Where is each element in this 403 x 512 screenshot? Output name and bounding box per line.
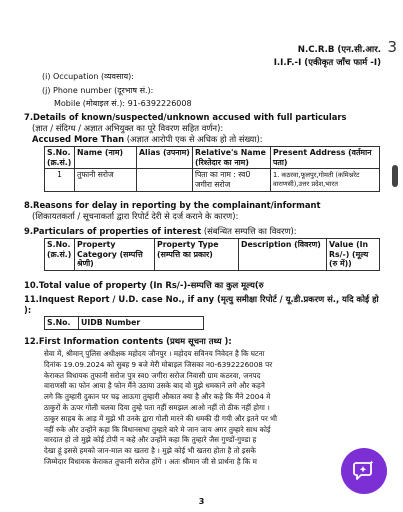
section-10: [24, 280, 381, 291]
col-relative: Relative's Name (रिश्तेदार का नाम): [193, 147, 271, 169]
cell-address: 1. कठरवा,फूलपुर,गोमती (कमिश्नरेट वाराणसी),उत्तर प्रदेश,भारत: [271, 169, 380, 192]
cell-relative: पिता का नाम : स्व0 जगीरा सरोज: [193, 169, 271, 192]
accused-more-label: Accused More Than: [32, 134, 125, 144]
section-12: [24, 336, 381, 347]
chat-sparkle-icon: [352, 459, 376, 483]
occupation-field: (i) Occupation (व्यवसाय):: [42, 72, 134, 81]
col-sno: S.No.: [45, 317, 79, 330]
header-iif: I.I.F.-I (एकीकृत जाँच फार्म -I): [273, 58, 381, 68]
section-11: [24, 294, 381, 316]
inquest-table: [44, 316, 204, 330]
cell-alias: [137, 169, 193, 192]
section-11-title: 11.Inquest Report / U.D. case No., if any (मृत्यु समीक्षा रिपोर्ट / यू.डी.प्रकरण सं., यदि कोई हो ):: [24, 294, 379, 315]
section-8: [24, 200, 381, 222]
accused-more-label-hi: (अज्ञात आरोपी एक से अधिक हो तो संख्या):: [126, 134, 263, 144]
page-number: 3: [198, 497, 205, 506]
section-12-title: 12.First Information contents (प्रथम सूचना तथ्य ):: [24, 336, 232, 346]
col-category: Property Category (सम्पत्ति श्रेणी): [75, 239, 155, 271]
cell-sno: 1: [45, 169, 75, 192]
narrative-line: ठाकुर साहब के आड़ में मुझे भी उनके द्वारा गोली मारने की धमकी दी गयी और इतने पर भी: [44, 413, 277, 423]
col-value: Value (In Rs/-) (मूल्य (रु में)): [327, 239, 380, 271]
cell-name: तुफानी सरोज: [75, 169, 137, 192]
section-9-title-hi: (संबन्धित सम्पत्ति का विवरण):: [203, 226, 297, 236]
form-header: [274, 44, 381, 70]
table-header-row: [45, 239, 380, 271]
narrative-line: जिम्मेदार विधायक केराकत तुफानी सरोज होंगे । अतः श्रीमान जी से प्रार्थना है कि म: [44, 456, 257, 466]
col-name: Name (नाम): [75, 147, 137, 169]
table-header-row: [45, 317, 204, 330]
ai-chat-button[interactable]: [341, 448, 387, 494]
section-10-title: 10.Total value of property (In Rs/-)-सम्पत्ति का कुल मूल्य(रु: [24, 280, 264, 290]
accused-table: [44, 146, 380, 192]
narrative-line: केराकत विधायक तुफानी सरोज पुत्र स्व0 जगीरा सरोज निवासी ग्राम कठरवा, जनपद: [44, 370, 261, 380]
scrollbar-thumb[interactable]: [392, 165, 398, 187]
section-8-title: 8.Reasons for delay in reporting by the complainant/informant: [24, 200, 321, 210]
header-ncrb: N.C.R.B (एन.सी.आर.: [297, 45, 381, 55]
col-sno: S.No. (क्र.सं.): [45, 239, 75, 271]
col-alias: Alias (उपनाम): [137, 147, 193, 169]
property-table: [44, 238, 380, 271]
fir-narrative: [44, 349, 377, 468]
mobile-number: Mobile (मोबाइल सं.): 91-6392226008: [54, 99, 192, 108]
col-type: Property Type (सम्पत्ति का प्रकार): [155, 239, 239, 271]
narrative-line: वारदात हो तो मुझे कोई टोपी न कहे और उन्होंने कहा कि तुम्हारे जैस गुण्डों-गुण्डा ह: [44, 435, 257, 445]
col-sno: S.No. (क्र.सं.): [45, 147, 75, 169]
page-edge-number: 3: [387, 38, 397, 56]
narrative-line: नहीं रुके और उन्होंने कहा कि विधानसभा तुम्हारे बारे मे जान जाय अगर तुम्हारे साथ कोई: [44, 424, 271, 434]
col-uidb: UIDB Number: [79, 317, 204, 330]
col-address: Present Address (वर्तमान पता): [271, 147, 380, 169]
narrative-line: लगे कि तुम्हारी दुकान पर चढ़ आऊगा तुम्हारी औकात क्या है और कहे कि मैंने 2004 मे: [44, 392, 271, 402]
col-description: Description (विवरण): [239, 239, 327, 271]
narrative-line: वाराणसी का फोन आया है फोन मैंने उठाया उसके बाद वो मुझे धमकाने लगे और कहने: [44, 381, 265, 391]
section-9: [24, 226, 381, 237]
table-row: [45, 169, 380, 192]
narrative-line: सेवा में, श्रीमान् पुलिस अधीक्षक महोदय जौनपुर । महोदय सविनय निवेदन है कि घटना: [44, 349, 265, 358]
section-7: [24, 112, 381, 145]
table-header-row: [45, 147, 380, 169]
narrative-line: दिनांक 19.09.2024 को सुबह 9 बजे मेरी मोबाइल जिसका न0-6392226008 पर: [44, 359, 273, 369]
phone-number-field: (j) Phone number (दूरभाष सं.):: [42, 86, 154, 95]
narrative-line: ठाकुरों के ऊपर गोली चलवा दिया तुम्हे पता नहीं समझल आओ नहीं तो ठीक नहीं होगा ।: [44, 402, 270, 412]
accused-more-than: [24, 134, 381, 145]
narrative-line: देखा हूं इससे हमको जान-माल का खतरा है । मुझे कोई भी खतरा होता है तो इसके: [44, 446, 256, 456]
section-8-title-hi: (शिकायतकर्ता / सूचनाकर्ता द्वारा रिपोर्ट देरी से दर्ज कराने के कारण):: [32, 211, 239, 221]
section-7-title: 7.Details of known/suspected/unknown accused with full particulars: [24, 112, 347, 122]
section-9-title: 9.Particulars of properties of interest: [24, 226, 202, 236]
section-7-title-hi: (ज्ञात / संदिग्ध / अज्ञात अभियुक्त का पूरे विवरण सहित वर्णन):: [32, 123, 224, 133]
